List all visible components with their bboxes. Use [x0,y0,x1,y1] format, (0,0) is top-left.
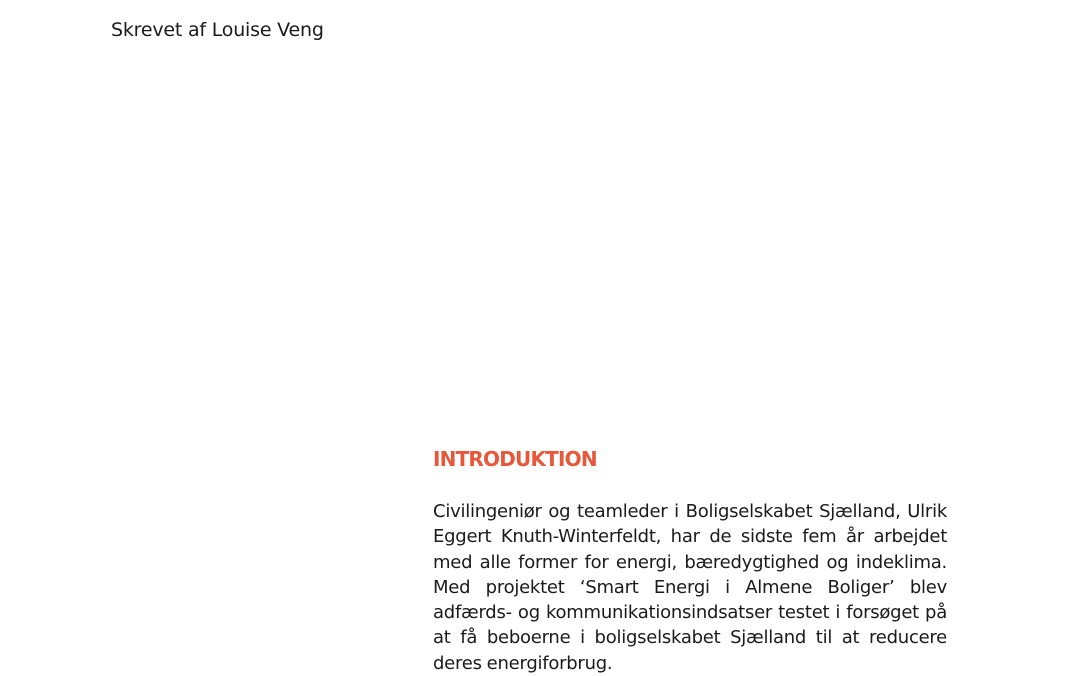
intro-paragraph: Civilingeniør og teamleder i Boligselskabet Sjælland, Ulrik Eggert Knuth-Winterfeldt, har de sidste fem år arbejdet med alle former for energi, bæredygtighed og indeklima. Med projektet ‘Smart Energi i Almene Boliger’ blev adfærds- og kommunikationsindsatser testet i forsøget på at få beboerne i boligselskabet Sjælland til at reducere deres energiforbrug. [433,501,947,674]
author-byline: Skrevet af Louise Veng [111,19,324,41]
section-heading: INTRODUKTION [433,447,597,471]
intro-section [433,446,947,676]
